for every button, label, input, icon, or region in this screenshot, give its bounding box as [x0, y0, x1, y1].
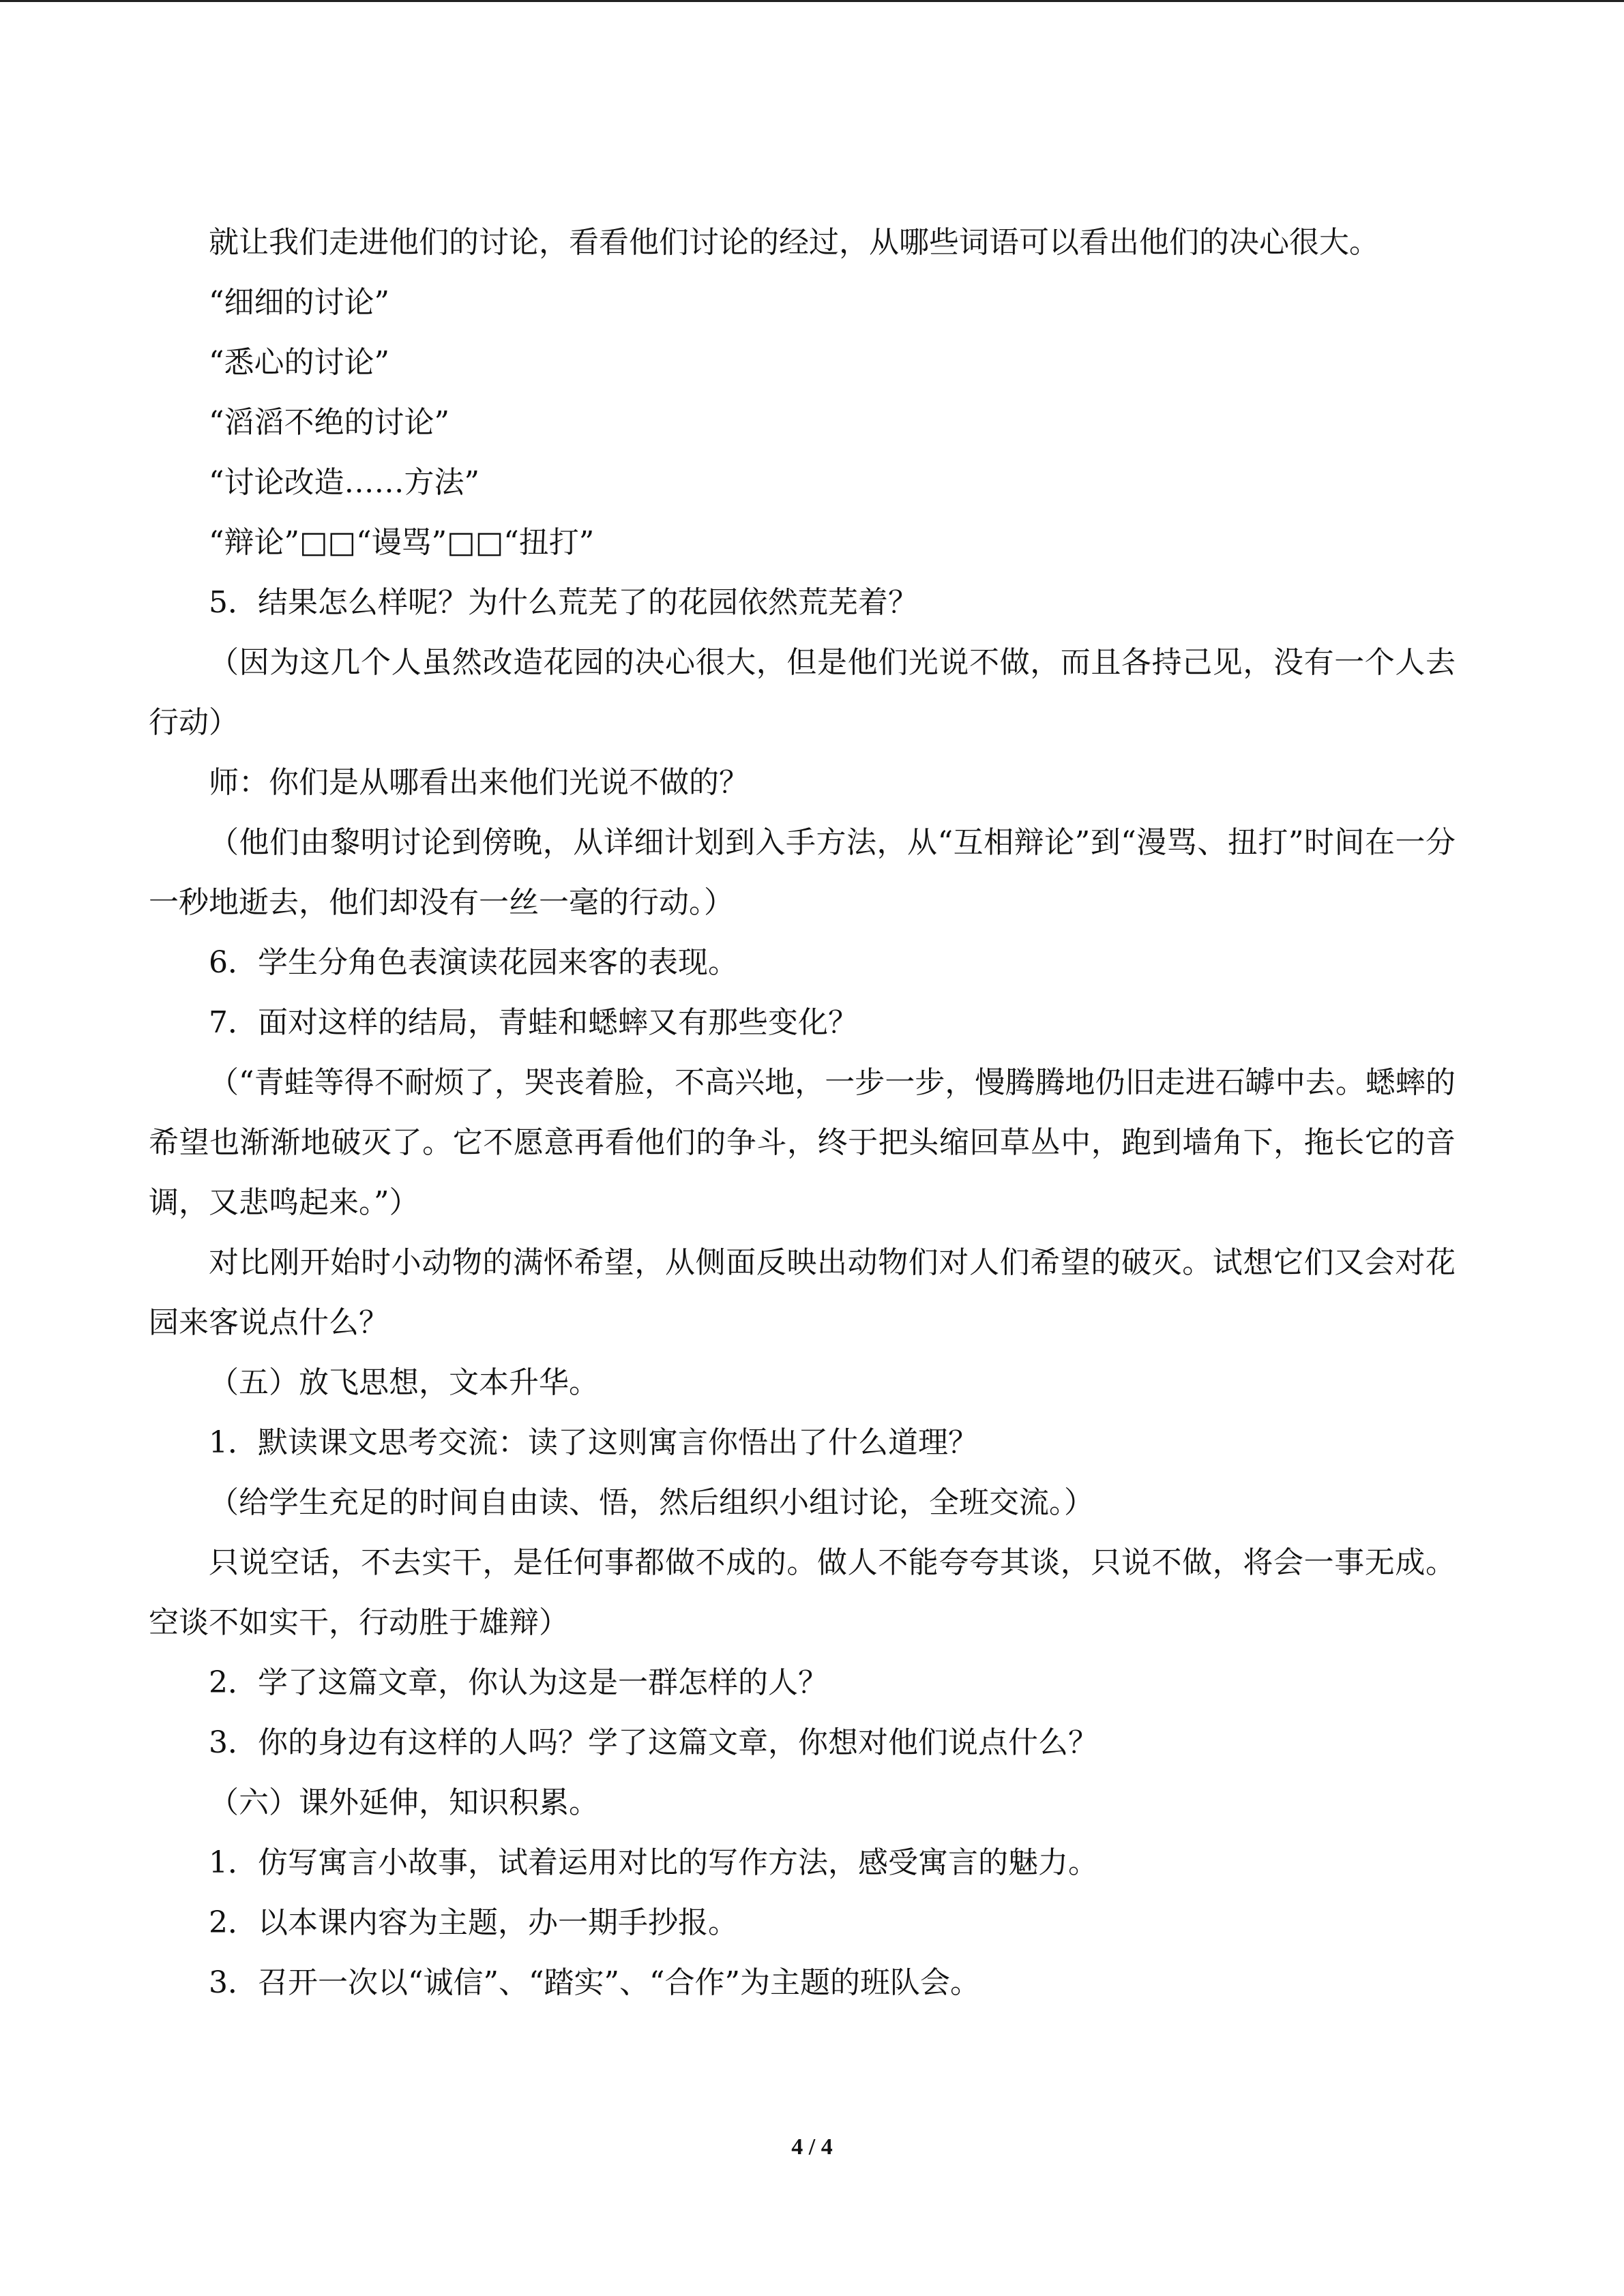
paragraph: 就让我们走进他们的讨论，看看他们讨论的经过，从哪些词语可以看出他们的决心很大。 — [209, 225, 1379, 260]
paragraph: “辩论”□□“谩骂”□□“扭打” — [209, 525, 595, 560]
top-border-line — [0, 0, 1624, 2]
paragraph: 1．默读课文思考交流：读了这则寓言你悟出了什么道理？ — [209, 1425, 978, 1460]
paragraph: 1．仿写寓言小故事，试着运用对比的写作方法，感受寓言的魅力。 — [209, 1845, 1098, 1880]
paragraph: （给学生充足的时间自由读、悟，然后组织小组讨论，全班交流。） — [209, 1485, 1094, 1520]
paragraph: 7．面对这样的结局，青蛙和蟋蟀又有那些变化？ — [209, 1005, 858, 1040]
paragraph: （“青蛙等得不耐烦了，哭丧着脸，不高兴地，一步一步，慢腾腾地仍旧走进石罅中去。蟋蟀的希望也渐渐地破灭了。它不愿意再看他们的争斗，终于把头缩回草丛中，跑到墙角下，拖长它的音调，又悲鸣起来。”） — [149, 1065, 1456, 1220]
paragraph: 只说空话，不去实干，是任何事都做不成的。做人不能夸夸其谈，只说不做，将会一事无成。空谈不如实干，行动胜于雄辩） — [149, 1545, 1456, 1640]
paragraph: （他们由黎明讨论到傍晚，从详细计划到入手方法，从“互相辩论”到“漫骂、扭打”时间在一分一秒地逝去，他们却没有一丝一毫的行动。） — [149, 825, 1456, 920]
section-heading: （六）课外延伸，知识积累。 — [209, 1785, 599, 1820]
paragraph: “细细的讨论” — [209, 285, 389, 320]
paragraph: 2．学了这篇文章，你认为这是一群怎样的人？ — [209, 1665, 828, 1700]
paragraph: 师：你们是从哪看出来他们光说不做的？ — [209, 765, 749, 800]
paragraph: 对比刚开始时小动物的满怀希望，从侧面反映出动物们对人们希望的破灭。试想它们又会对花园来客说点什么？ — [149, 1245, 1456, 1340]
paragraph: 3．召开一次以“诚信”、“踏实”、“合作”为主题的班队会。 — [209, 1965, 980, 2000]
page-number: 4 / 4 — [791, 2134, 833, 2160]
paragraph: “讨论改造……方法” — [209, 465, 479, 500]
document-body — [149, 213, 1456, 2013]
paragraph: 5．结果怎么样呢？为什么荒芜了的花园依然荒芜着？ — [209, 585, 918, 620]
paragraph: “悉心的讨论” — [209, 345, 389, 380]
paragraph: 3．你的身边有这样的人吗？学了这篇文章，你想对他们说点什么？ — [209, 1725, 1098, 1760]
paragraph: 2．以本课内容为主题，办一期手抄报。 — [209, 1905, 738, 1940]
paragraph: “滔滔不绝的讨论” — [209, 405, 449, 440]
section-heading: （五）放飞思想，文本升华。 — [209, 1365, 599, 1400]
paragraph: 6．学生分角色表演读花园来客的表现。 — [209, 945, 738, 980]
paragraph: （因为这几个人虽然改造花园的决心很大，但是他们光说不做，而且各持己见，没有一个人去行动） — [149, 645, 1456, 740]
